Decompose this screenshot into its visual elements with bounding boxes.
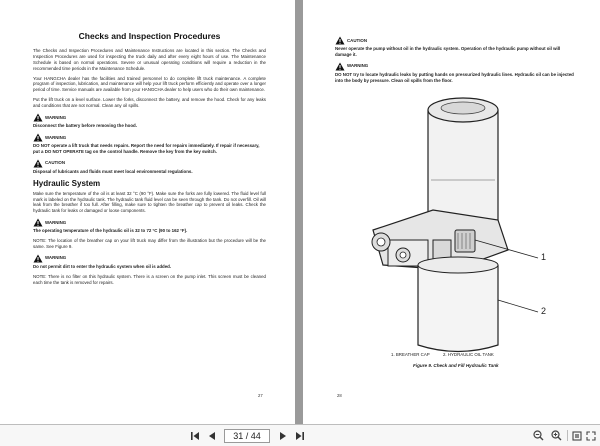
warning-icon: [33, 218, 43, 227]
warning-text: Do not permit dirt to enter the hydraulic system when oil is added.: [33, 263, 172, 269]
caution-text: Disposal of lubricants and fluids must meet local environmental regulations.: [33, 168, 193, 174]
fullscreen-icon: [586, 431, 596, 441]
page-separator: /: [245, 431, 249, 441]
warning-heading: [33, 254, 266, 263]
warning-heading: [33, 218, 266, 227]
warning-text: DO NOT try to locate hydraulic leaks by putting hands on pressurized hydraulic lines. Hydraulic oil can be injected into the body by pressure. Clean oil spills from the floor.: [335, 71, 574, 83]
caution-text: Never operate the pump without oil in the hydraulic system. Operation of the hydraulic pump without oil will damage it.: [335, 46, 561, 57]
document-page-left: [0, 0, 295, 424]
zoom-in-button[interactable]: [549, 429, 563, 442]
document-page-right: [303, 0, 600, 424]
figure-legend: [391, 352, 506, 357]
note: NOTE: The location of the breather cap on your lift truck may differ from the illustration but the procedure will be the same. See Figure 9.: [33, 238, 266, 250]
last-page-button[interactable]: [293, 429, 307, 442]
fit-page-icon: [572, 431, 582, 441]
first-page-icon: [190, 431, 200, 441]
warning-label: WARNING: [45, 114, 67, 120]
hydraulic-pump-illustration: [333, 90, 558, 360]
viewer-toolbar: [0, 424, 600, 446]
warning-label: WARNING: [45, 255, 67, 261]
caution-heading: [33, 159, 266, 168]
figure-caption: Figure 9. Check and Fill Hydraulic Tank: [413, 363, 499, 368]
caution-icon: [335, 36, 345, 45]
fullscreen-button[interactable]: [585, 429, 597, 442]
paragraph: Make sure the temperature of the oil is at least 32 °C (90 °F). Make sure the forks are fully lowered. The fluid level full mark is labeled on the hydraulic tank. The hydraulic tank fluid level can be seen through the tank. Do not overfill. Oil will leak from the breather if too full. After filling, make sure to tighten the breather cap to prevent oil leaks. Check the hydraulic tank for leaks or damaged or loose components.: [33, 190, 266, 214]
prev-page-button[interactable]: [205, 429, 219, 442]
first-page-button[interactable]: [188, 429, 202, 442]
warning-label: WARNING: [45, 134, 67, 140]
paragraph: The Checks and Inspection Procedures and Maintenance Instructions are located in this section. The Checks and Inspection Procedures are used for inspecting the truck daily and after every eight hours of use. The Maintenance Schedule is based on normal operations. Severe or unusual operating conditions will require a reduction in the recommended time periods in the Maintenance Schedule.: [33, 47, 266, 71]
warning-label: WARNING: [347, 63, 369, 69]
warning-icon: [33, 133, 43, 142]
page-indicator[interactable]: [224, 429, 270, 443]
caution-label: CAUTION: [45, 160, 66, 166]
prev-page-icon: [207, 431, 217, 441]
section-heading: Hydraulic System: [33, 178, 101, 188]
fit-page-button[interactable]: [571, 429, 583, 442]
caution-icon: [33, 159, 43, 168]
callout-1: 1: [541, 252, 547, 262]
warning-text: The operating temperature of the hydraulic oil is 32 to 72 °C (90 to 162 °F).: [33, 228, 188, 234]
warning-heading: [33, 113, 266, 122]
last-page-icon: [295, 431, 305, 441]
next-page-button[interactable]: [276, 429, 290, 442]
next-page-icon: [278, 431, 288, 441]
callout-2: 2: [541, 306, 547, 316]
warning-label: WARNING: [45, 219, 67, 225]
warning-icon: [33, 254, 43, 263]
warning-heading: [335, 62, 575, 71]
warning-heading: [33, 133, 266, 142]
warning-text: DO NOT operate a lift truck that needs repairs. Report the need for repairs immediately. If repair if necessary, put a DO NOT OPERATE tag on the control handle. Remove the key from the key switch.: [33, 142, 260, 154]
total-pages: 44: [250, 431, 261, 441]
warning-icon: [33, 113, 43, 122]
current-page: 31: [233, 431, 244, 441]
page-title: Checks and Inspection Procedures: [78, 31, 221, 41]
legend-item: 2. HYDRAULIC OIL TANK: [442, 352, 494, 357]
toolbar-divider: [567, 430, 568, 441]
page-number: 28: [337, 393, 342, 398]
paragraph: Your HANGCHA dealer has the facilities and trained personnel to do complete lift truck maintenance. A complete program of inspection, lubrication, and maintenance will help your lift truck perform efficiently and operate over a longer period of time. Service manuals are available from your HANGCHA dealer to help users who do their own maintenance.: [33, 75, 266, 93]
zoom-out-button[interactable]: [531, 429, 545, 442]
zoom-in-icon: [551, 430, 562, 441]
caution-heading: [335, 36, 575, 45]
warning-text: Disconnect the battery before removing the hood.: [33, 123, 137, 129]
warning-icon: [335, 62, 345, 71]
paragraph: Put the lift truck on a level surface. Lower the forks, disconnect the battery, and remove the hood. Check for any leaks and conditions that are not normal. Clean any oil spills.: [33, 97, 266, 109]
zoom-out-icon: [533, 430, 544, 441]
note: NOTE: There is no filter on this hydraulic system. There is a screen on the pump inlet. This screen must be cleaned each time the tank is removed for repairs.: [33, 273, 266, 285]
legend-item: 1. BREATHER CAP: [391, 352, 430, 357]
page-number: 27: [258, 393, 263, 398]
caution-label: CAUTION: [347, 37, 368, 43]
